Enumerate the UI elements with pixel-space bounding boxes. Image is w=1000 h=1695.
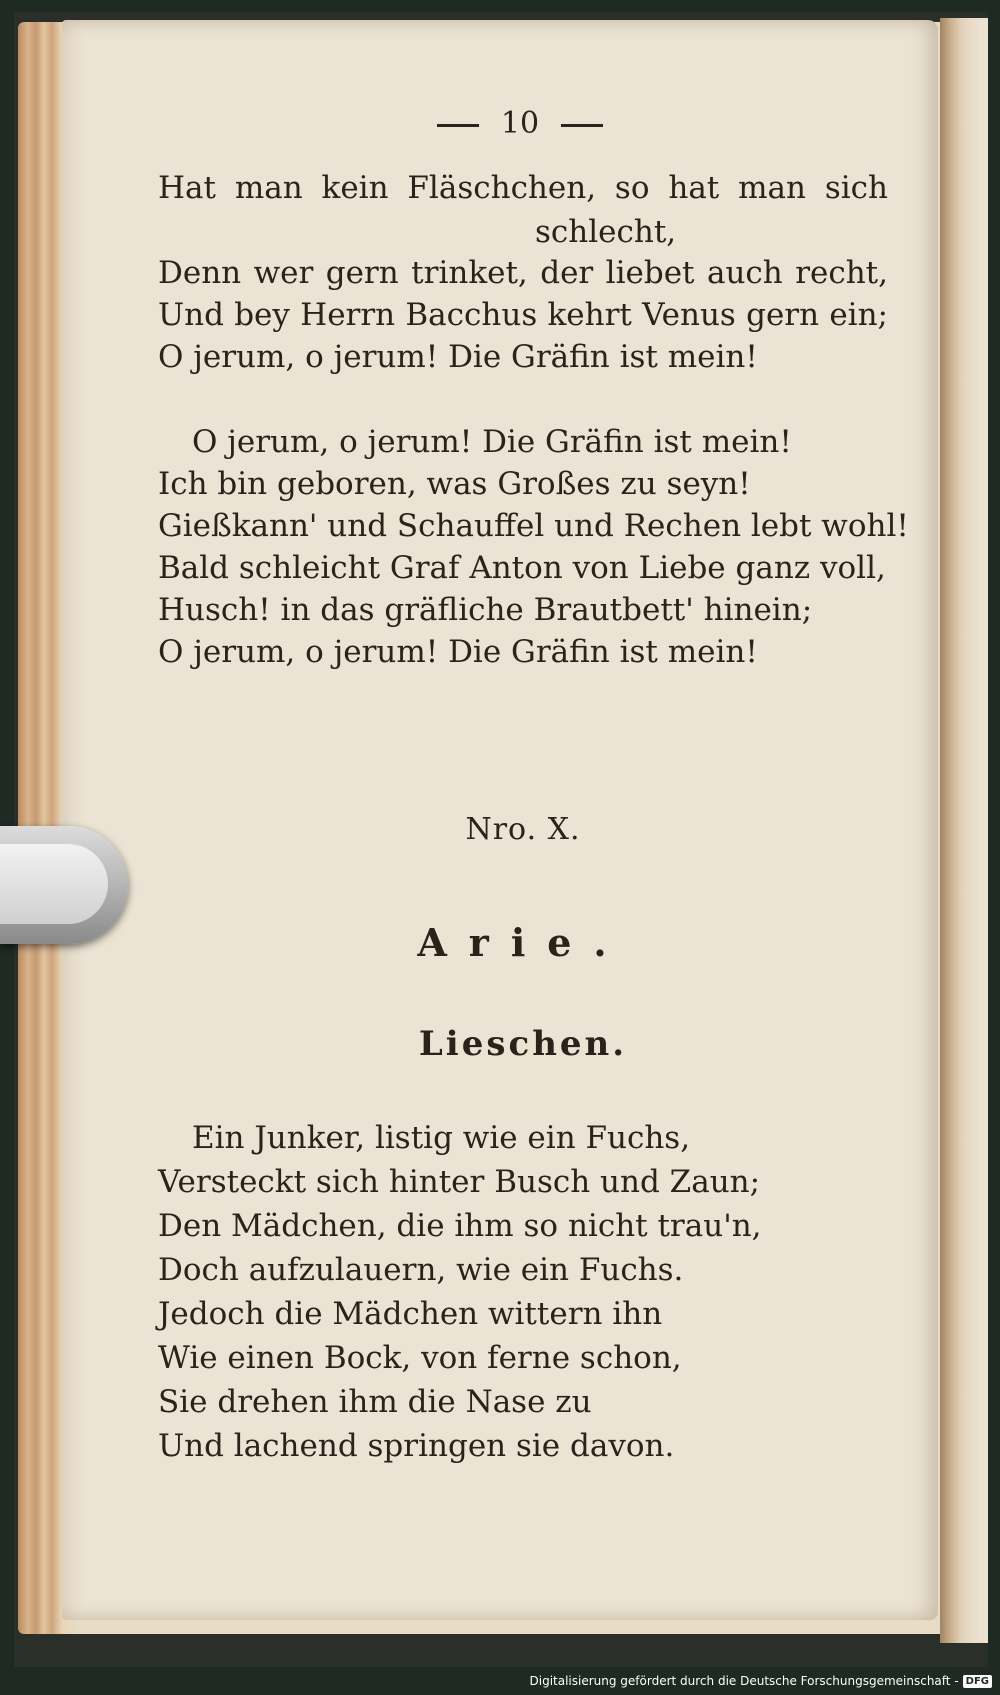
digitization-credit — [530, 1671, 993, 1691]
verse-line: Ein Junker, listig wie ein Fuchs, — [192, 1120, 691, 1156]
verse-line: Versteckt sich hinter Busch und Zaun; — [158, 1164, 761, 1200]
verse-line: Bald schleicht Graf Anton von Liebe ganz voll, — [158, 550, 886, 586]
verse-line: Denn wer gern trinket, der liebet auch recht, — [158, 255, 888, 291]
next-page-edge — [940, 18, 988, 1643]
section-number: Nro. X. — [465, 812, 581, 847]
verse-line: Ich bin geboren, was Großes zu seyn! — [158, 466, 751, 502]
speaker-name: Lieschen. — [418, 1024, 628, 1064]
verse-line: Den Mädchen, die ihm so nicht trau'n, — [158, 1208, 762, 1244]
verse-line: Husch! in das gräfliche Brautbett' hinein; — [158, 592, 813, 628]
verse-line: schlecht, — [535, 214, 677, 250]
verse-line: O jerum, o jerum! Die Gräfin ist mein! — [158, 634, 758, 670]
verse-line: Wie einen Bock, von ferne schon, — [158, 1340, 682, 1376]
verse-line: Sie drehen ihm die Nase zu — [158, 1384, 592, 1420]
verse-line: Und lachend springen sie davon. — [158, 1428, 675, 1464]
verse-line: Und bey Herrn Bacchus kehrt Venus gern ein; — [158, 297, 888, 333]
verse-line: O jerum, o jerum! Die Gräfin ist mein! — [192, 424, 792, 460]
verse-line: Doch aufzulauern, wie ein Fuchs. — [158, 1252, 684, 1288]
section-title: Arie. — [417, 920, 629, 965]
verse-line: Gießkann' und Schauffel und Rechen lebt wohl! — [158, 508, 909, 544]
verse-line: Jedoch die Mädchen wittern ihn — [158, 1296, 663, 1332]
page-number: 10 — [400, 106, 640, 141]
verse-line: O jerum, o jerum! Die Gräfin ist mein! — [158, 339, 758, 375]
verse-line: Hat man kein Fläschchen, so hat man sich — [158, 170, 888, 206]
dfg-logo: DFG — [963, 1675, 992, 1688]
credit-text: Digitalisierung gefördert durch die Deutsche Forschungsgemeinschaft - — [529, 1674, 959, 1688]
page-clip-icon — [0, 826, 128, 944]
